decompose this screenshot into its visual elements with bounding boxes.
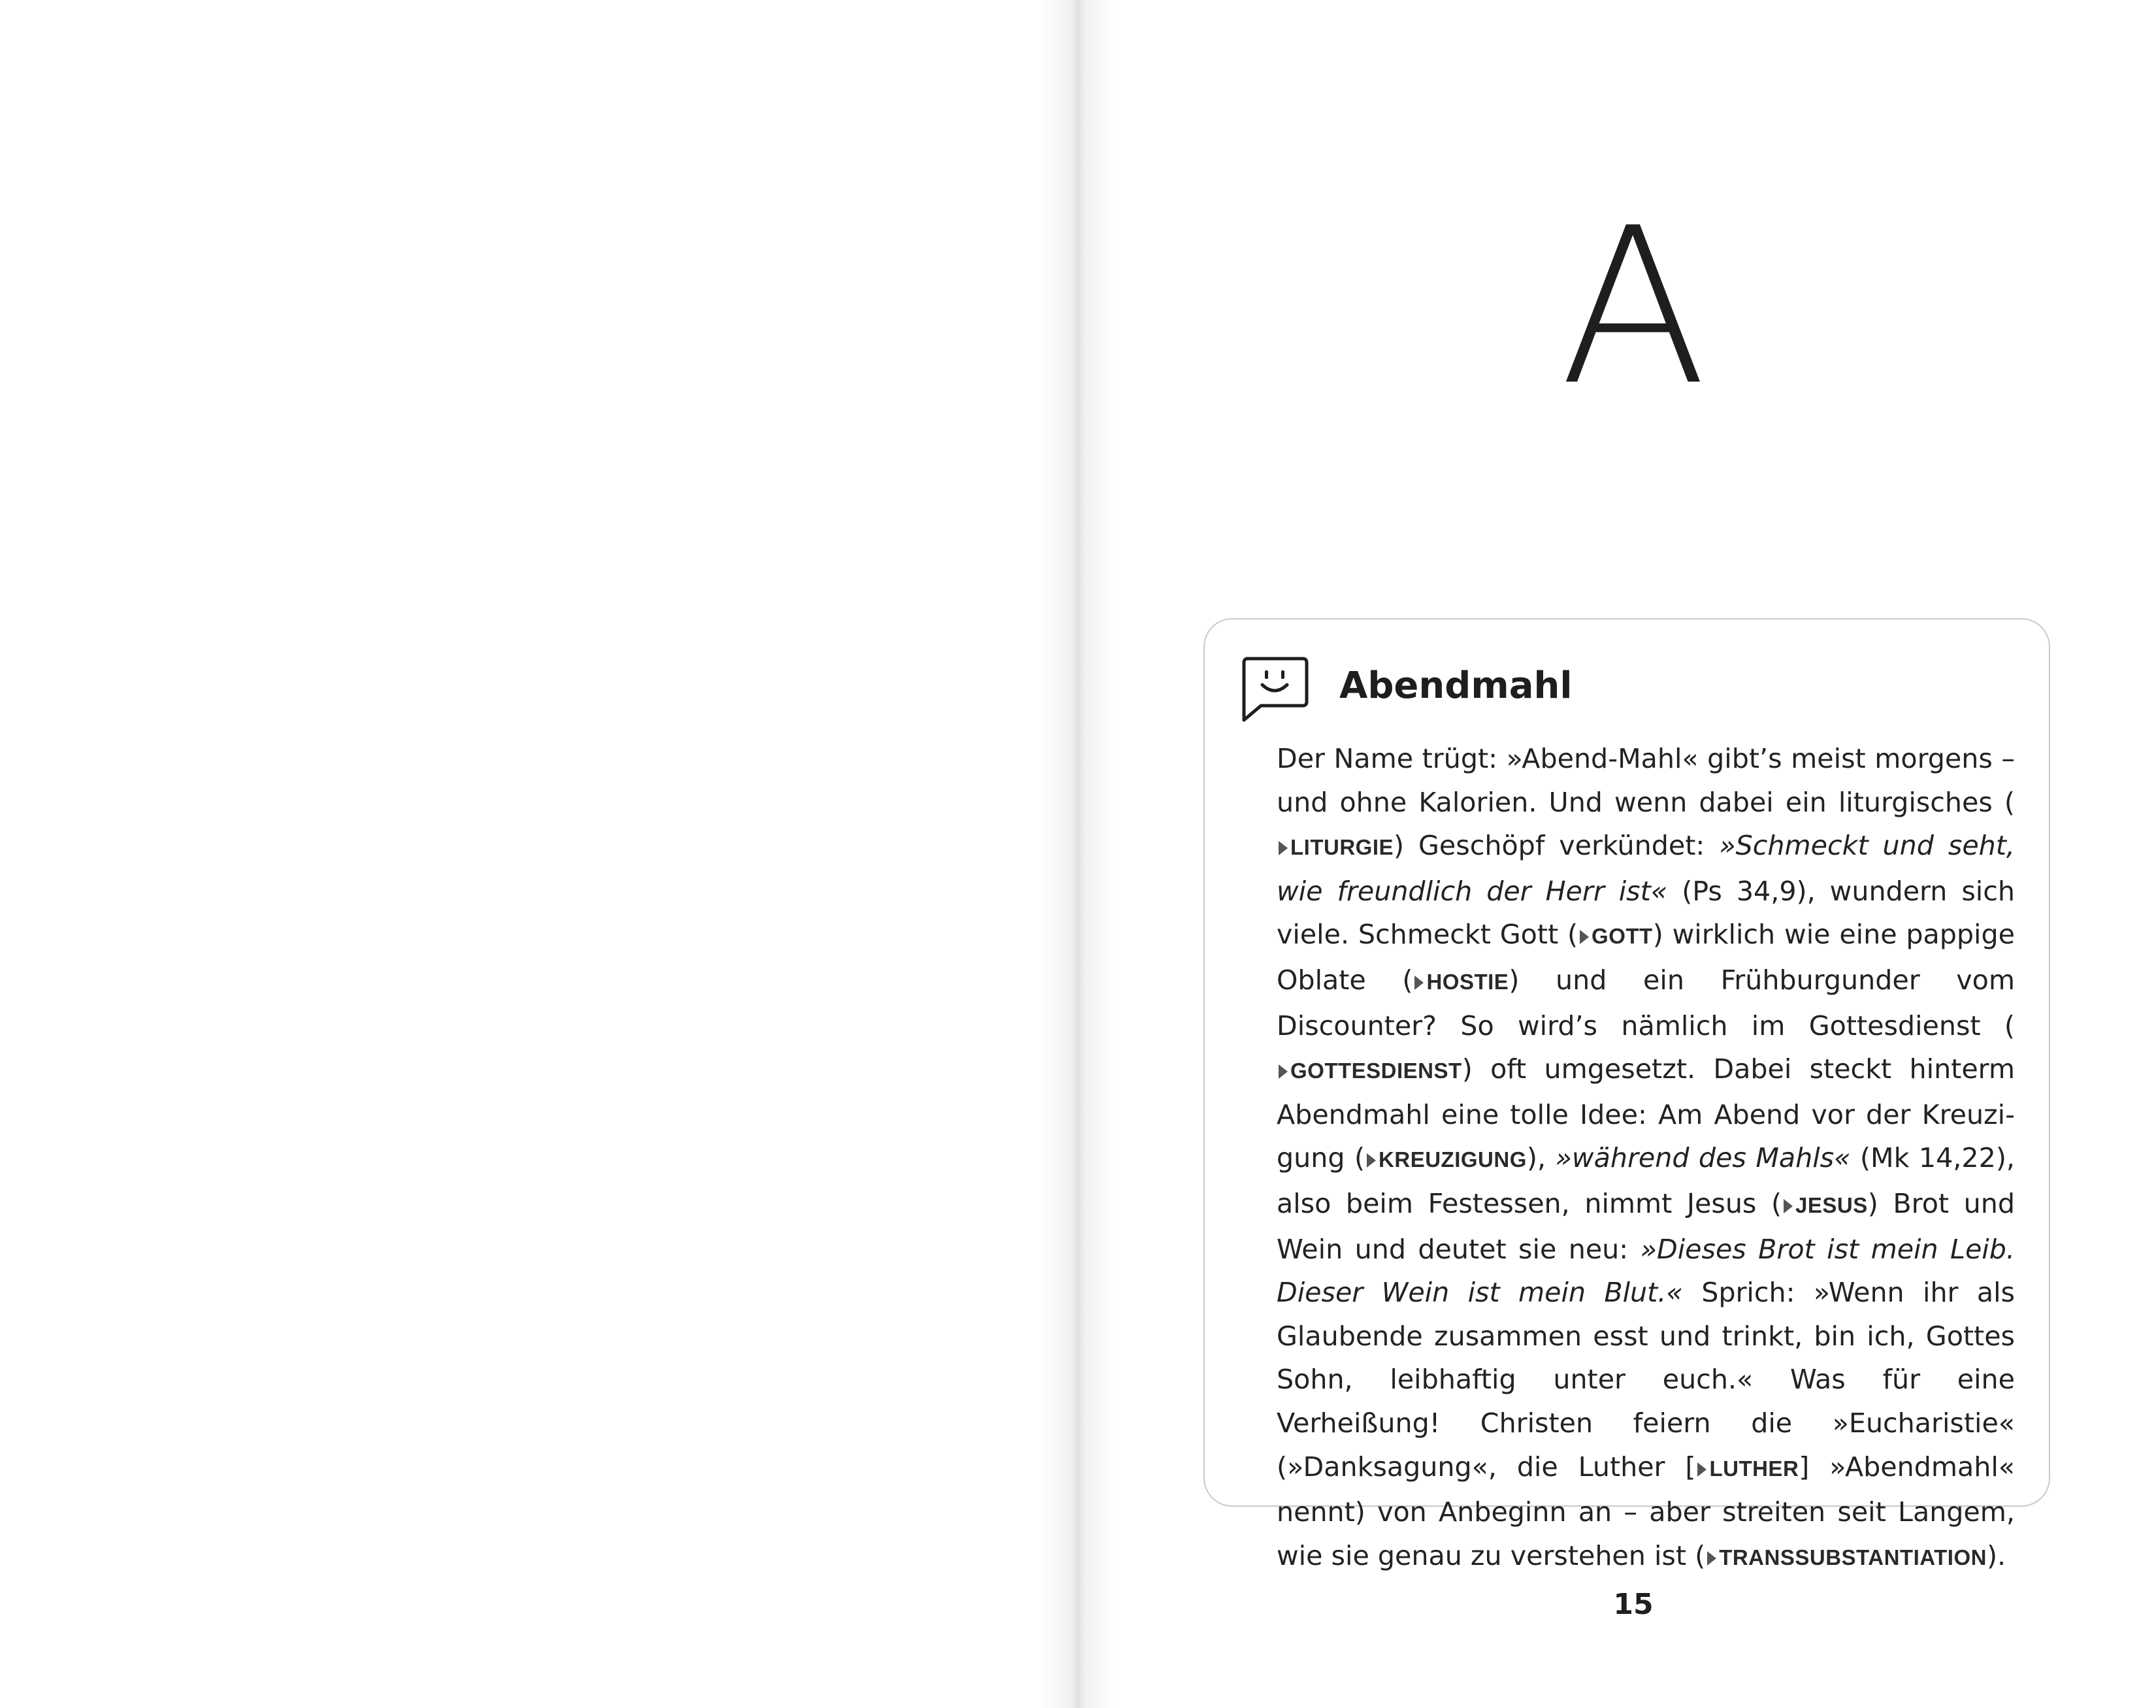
bible-quote: »während des Mahls« xyxy=(1555,1142,1851,1174)
cross-reference-label: JESUS xyxy=(1795,1192,1868,1217)
arrow-right-icon xyxy=(1707,1551,1716,1566)
body-text: ), xyxy=(1526,1142,1556,1174)
arrow-right-icon xyxy=(1279,1064,1288,1079)
arrow-right-icon xyxy=(1414,976,1424,990)
entry-body-text xyxy=(1277,737,2015,1579)
body-text: Der Name trügt: »Abend-Mahl« gibt’s meist morgens – und ohne Kalorien. Und wenn dabei ein liturgisches ( xyxy=(1277,743,2015,818)
arrow-right-icon xyxy=(1697,1462,1707,1477)
body-text: ) oft umgesetzt. Dabei steckt hinterm Abendmahl eine tolle Idee: Am Abend vor der Kreuzigung ( xyxy=(1277,1053,2015,1174)
cross-reference-label: TRANSSUBSTANTIATION xyxy=(1719,1545,1987,1569)
bible-quote: »Schmeckt und seht, wie freundlich der Herr ist« xyxy=(1277,830,2016,907)
cross-reference-label: HOSTIE xyxy=(1426,969,1509,994)
cross-reference-gottesdienst[interactable] xyxy=(1277,1053,1462,1085)
arrow-right-icon xyxy=(1279,841,1288,855)
arrow-right-icon xyxy=(1580,930,1589,944)
bible-quote: »Dieses Brot ist mein Leib. Dieser Wein ist mein Blut.« xyxy=(1277,1233,2015,1309)
cross-reference-label: GOTT xyxy=(1592,924,1653,949)
section-letter: A xyxy=(1560,182,1707,433)
cross-reference-transsubstantiation[interactable] xyxy=(1705,1540,1987,1571)
body-text: ] »Abendmahl« nennt) von Anbeginn an – aber streiten seit Langem, wie sie genau zu verstehen ist ( xyxy=(1277,1451,2015,1571)
arrow-right-icon xyxy=(1367,1153,1376,1168)
arrow-right-icon xyxy=(1784,1199,1793,1213)
body-text: (Mk 14,22), also beim Festessen, nimmt Jesus ( xyxy=(1277,1142,2015,1219)
body-text: ) und ein Frühburgunder vom Discounter? So wird’s nämlich im Gottesdienst ( xyxy=(1277,964,2016,1042)
cross-reference-label: LITURGIE xyxy=(1290,835,1394,860)
cross-reference-liturgie[interactable] xyxy=(1277,830,1394,861)
cross-reference-label: LUTHER xyxy=(1709,1456,1799,1481)
body-text: ) Geschöpf verkündet: xyxy=(1394,830,1720,862)
cross-reference-label: KREUZIGUNG xyxy=(1379,1147,1527,1172)
cross-reference-luther[interactable] xyxy=(1695,1451,1799,1483)
body-text: (Ps 34,9), wundern sich viele. Schmeckt Gott ( xyxy=(1277,875,2015,951)
page-number: 15 xyxy=(1613,1588,1654,1621)
cross-reference-jesus[interactable] xyxy=(1782,1188,1868,1219)
cross-reference-label: GOTTESDIENST xyxy=(1290,1059,1462,1083)
entry-title: Abendmahl xyxy=(1339,665,1573,707)
smiley-speech-bubble-icon xyxy=(1239,655,1311,724)
body-text: Sprich: »Wenn ihr als Glaubende zusammen esst und trinkt, bin ich, Gottes Sohn, leibhaftig unter euch.« Was für eine Verheißung! Christen feiern die »Eucharistie« (»Danksagung«, die Luther [ xyxy=(1277,1277,2015,1483)
cross-reference-kreuzigung[interactable] xyxy=(1365,1142,1527,1174)
cross-reference-gott[interactable] xyxy=(1578,919,1653,950)
body-text: ). xyxy=(1986,1539,2006,1571)
cross-reference-hostie[interactable] xyxy=(1413,964,1509,996)
body-text: ) Brot und Wein und deutet sie neu: xyxy=(1277,1187,2016,1265)
body-text: ) wirklich wie eine pappige Oblate ( xyxy=(1277,919,2015,996)
